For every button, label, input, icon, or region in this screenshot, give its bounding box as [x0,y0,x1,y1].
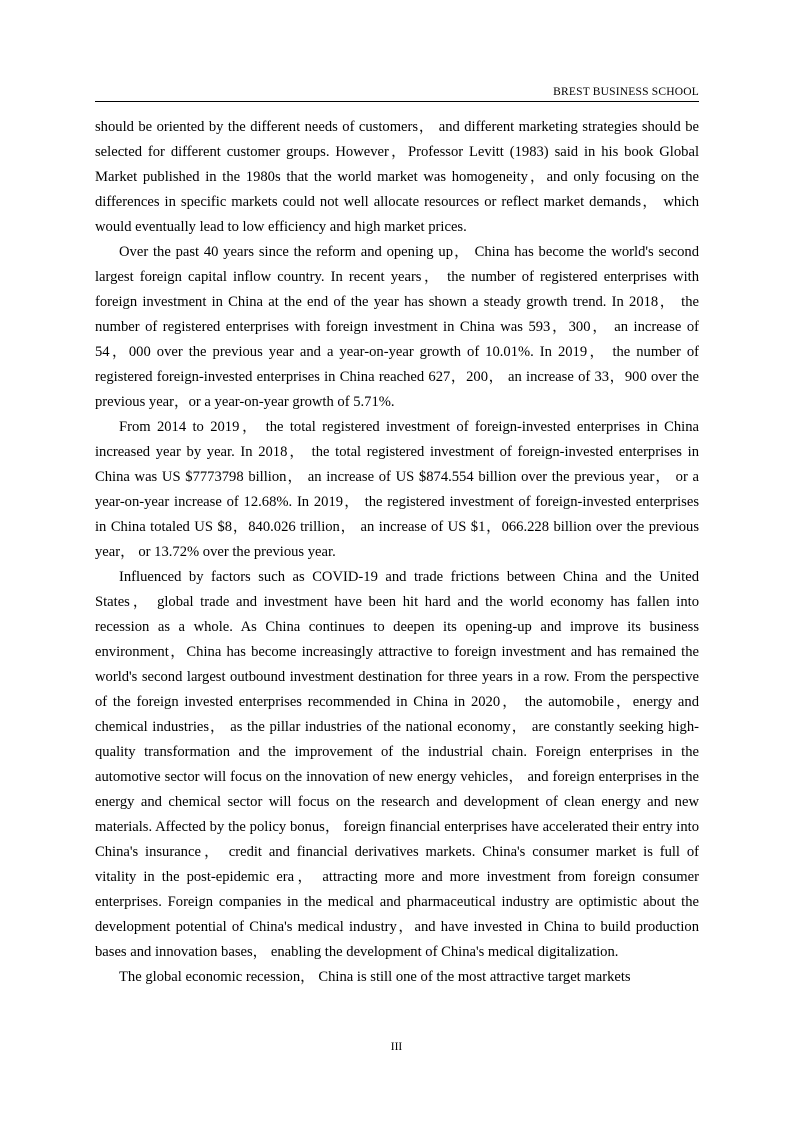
page-number: III [390,1041,403,1053]
paragraph-foreign-capital: Over the past 40 years since the reform and opening up， China has become the world's second largest foreign capital inflow country. In recent years， the number of registered enterprises with foreign investment in China at the end of the year has shown a steady growth trend. In 2018， the number of registered enterprises with foreign investment in China was 593，300， an increase of 54，000 over the previous year and a year-on-year growth of 10.01%. In 2019， the number of registered foreign-invested enterprises in China reached 627，200， an increase of 33，900 over the previous year，or a year-on-year growth of 5.71%. [95,244,699,410]
body-text [95,115,699,990]
paragraph-covid-impact: Influenced by factors such as COVID-19 and trade frictions between China and the United States， global trade and investment have been hit hard and the world economy has fallen into recession as a whole. As China continues to deepen its opening-up and improve its business environment，China has become increasingly attractive to foreign investment and has remained the world's second largest outbound investment destination for three years in a row. From the perspective of the foreign invested enterprises recommended in China in 2020， the automobile，energy and chemical industries， as the pillar industries of the national economy， are constantly seeking high-quality transformation and the improvement of the industrial chain. Foreign enterprises in the automotive sector will focus on the innovation of new energy vehicles， and foreign enterprises in the energy and chemical sector will focus on the research and development of clean energy and new materials. Affected by the policy bonus， foreign financial enterprises have accelerated their entry into China's insurance， credit and financial derivatives markets. China's consumer market is full of vitality in the post-epidemic era， attracting more and more investment from foreign consumer enterprises. Foreign companies in the medical and pharmaceutical industry are optimistic about the development potential of China's medical industry，and have invested in China to build production bases and innovation bases， enabling the development of China's medical digitalization. [95,569,699,960]
paragraph-registered-investment: From 2014 to 2019， the total registered investment of foreign-invested enterprises in China increased year by year. In 2018， the total registered investment of foreign-invested enterprises in China was US $7773798 billion， an increase of US $874.554 billion over the previous year， or a year-on-year increase of 12.68%. In 2019， the registered investment of foreign-invested enterprises in China totaled US $8，840.026 trillion， an increase of US $1，066.228 billion over the previous year， or 13.72% over the previous year. [95,419,699,560]
paragraph-economic-recession: The global economic recession， China is still one of the most attractive target markets [119,969,631,985]
paragraph-continuation: should be oriented by the different needs of customers， and different marketing strategies should be selected for different customer groups. However，Professor Levitt (1983) said in his book Global Market published in the 1980s that the world market was homogeneity，and only focusing on the differences in specific markets could not well allocate resources or reflect market demands， which would eventually lead to low efficiency and high market prices. [95,119,699,235]
running-header: BREST BUSINESS SCHOOL [95,84,699,102]
